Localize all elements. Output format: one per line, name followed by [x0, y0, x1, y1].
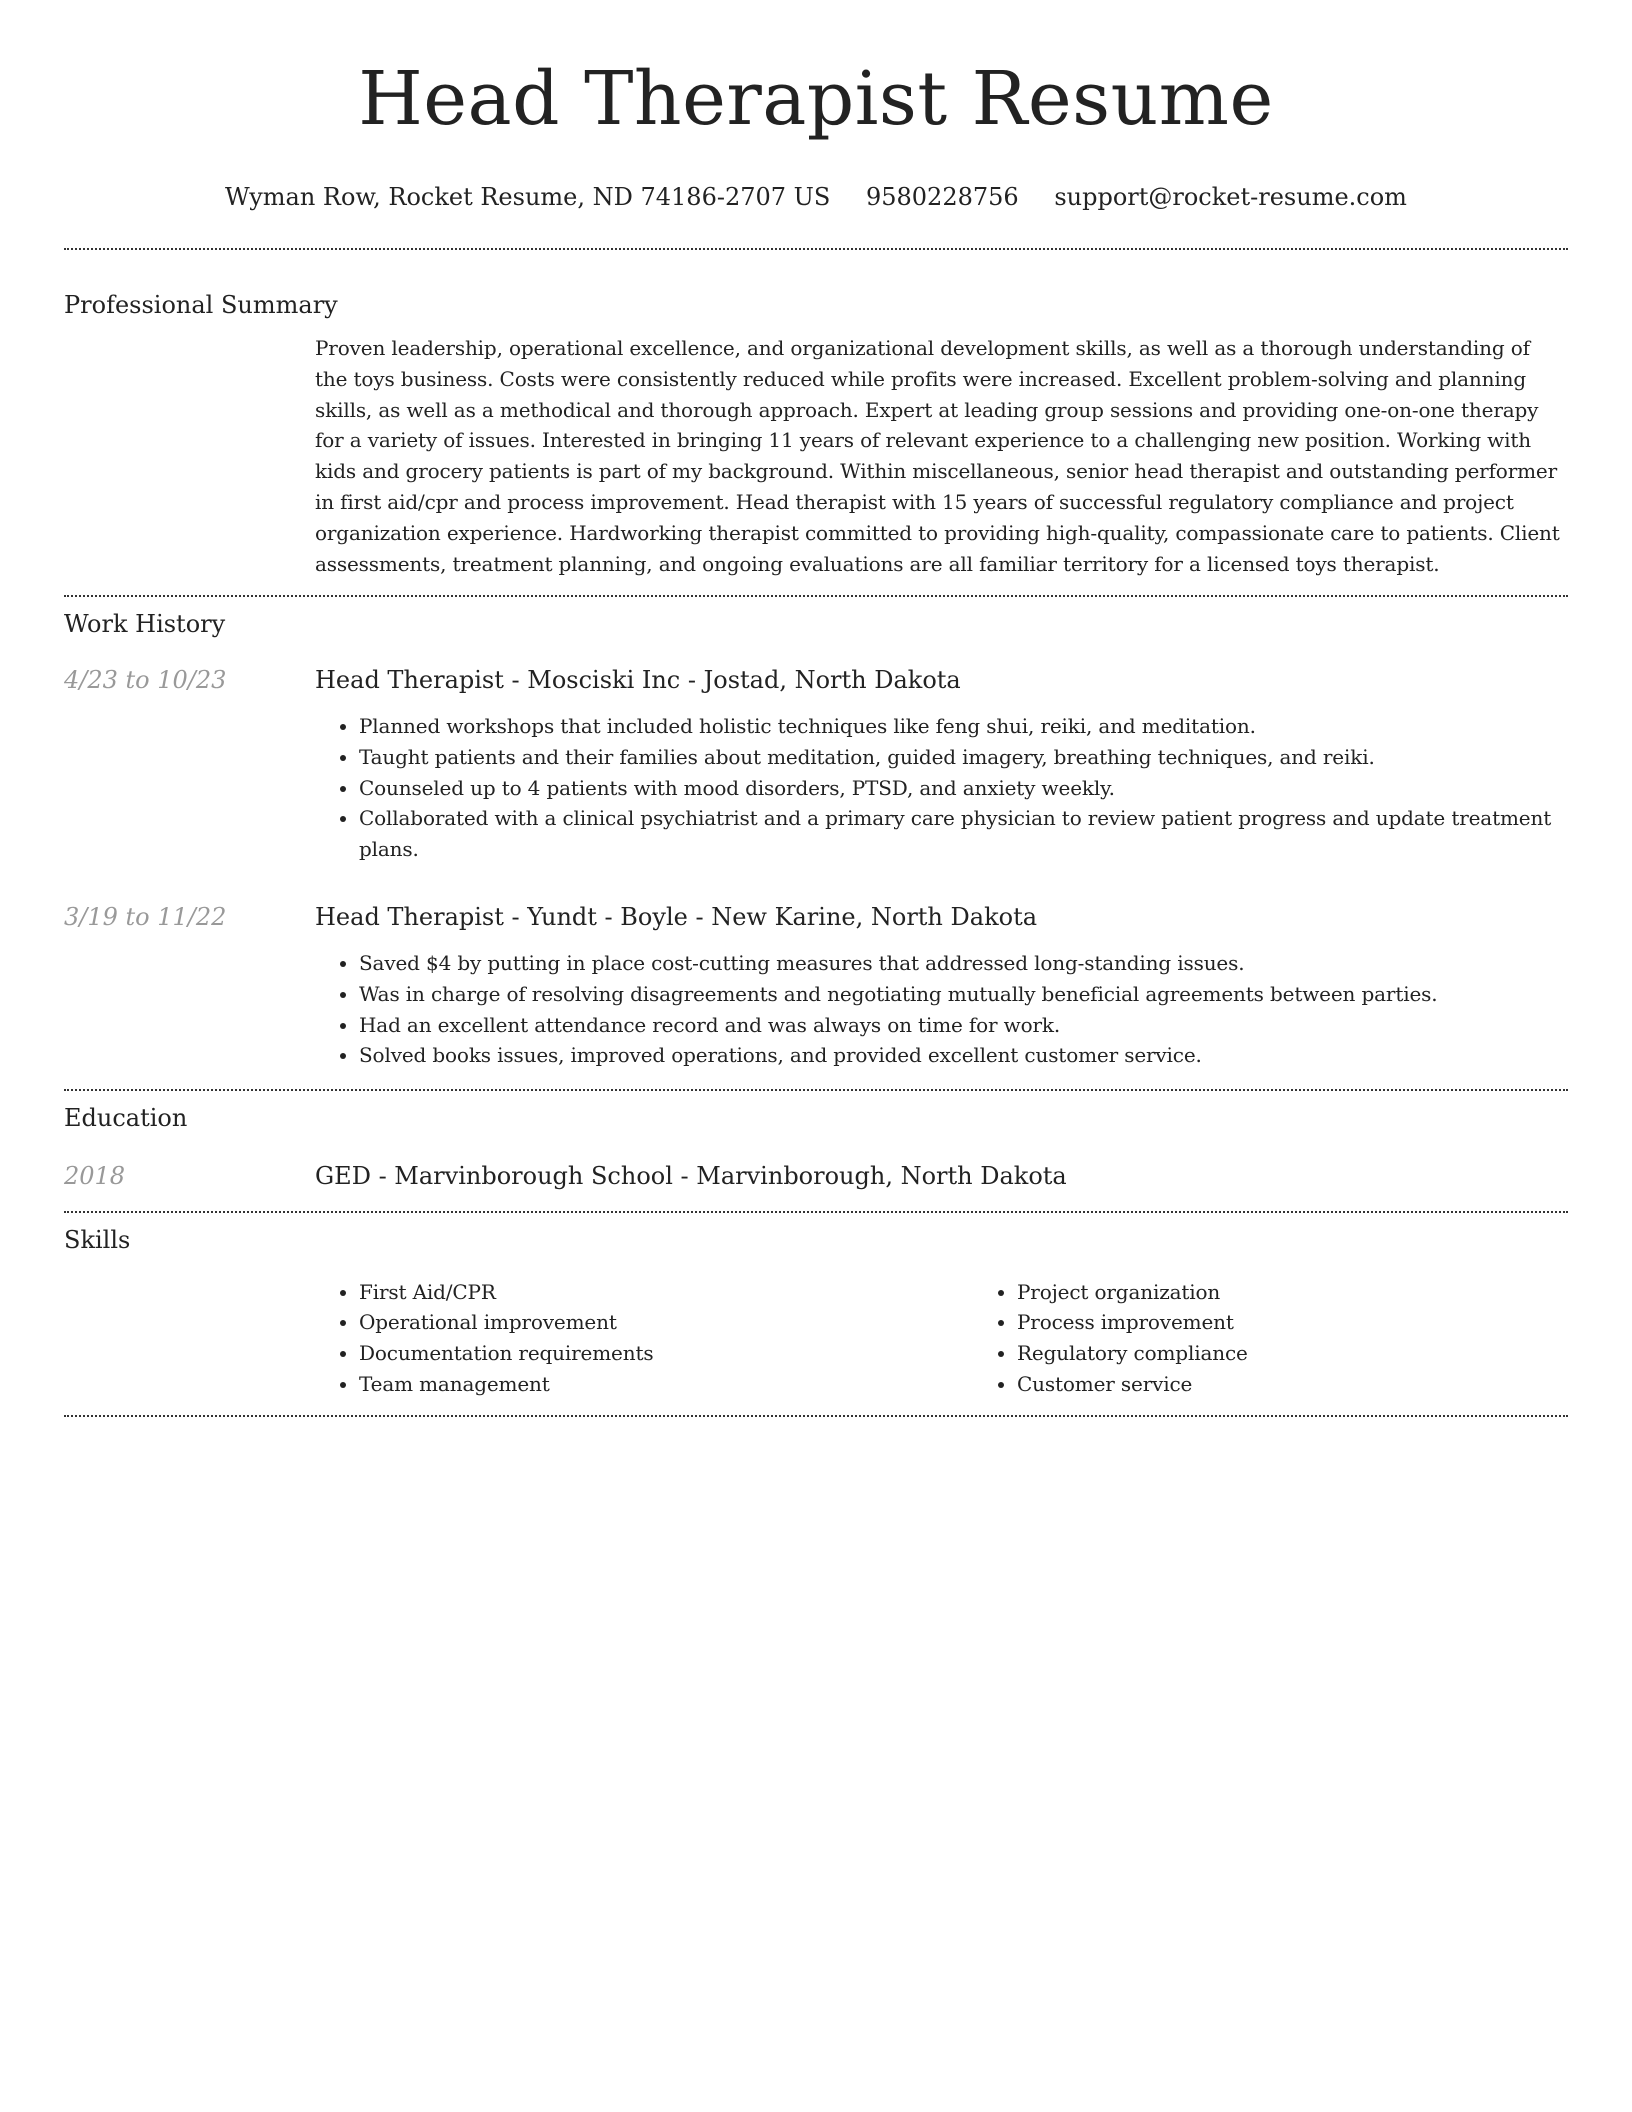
education-entry [64, 1159, 1568, 1193]
skill-item: • Project organization [1017, 1277, 1631, 1308]
section-title-education: Education [64, 1103, 188, 1132]
address: Wyman Row, Rocket Resume, ND 74186-2707 US [225, 183, 831, 211]
skill-item: • Process improvement [1017, 1307, 1631, 1338]
work-section [64, 597, 1568, 1070]
education-year: 2018 [64, 1161, 126, 1190]
job-entry [64, 900, 1568, 1070]
contact-line [64, 180, 1568, 214]
job-dates: 3/19 to 11/22 [64, 903, 227, 932]
phone: 9580228756 [865, 183, 1019, 211]
skill-item: • Regulatory compliance [1017, 1338, 1631, 1369]
job-entry [64, 663, 1568, 864]
skill-item: • Team management [359, 1369, 973, 1400]
job-dates: 4/23 to 10/23 [64, 666, 227, 695]
section-title-skills: Skills [64, 1225, 131, 1254]
divider [64, 1415, 1568, 1417]
list-item: • Planned workshops that included holistic techniques like feng shui, reiki, and meditation. [359, 711, 1568, 742]
job-title: Head Therapist - Mosciski Inc - Jostad, North Dakota [315, 666, 961, 695]
job-bullets [315, 948, 1568, 1070]
education-title: GED - Marvinborough School - Marvinborough, North Dakota [315, 1161, 1067, 1190]
section-title-work: Work History [64, 610, 226, 639]
summary-section [64, 250, 1568, 579]
job-bullets [315, 711, 1568, 864]
resume-page [64, 0, 1568, 1417]
education-section [64, 1091, 1568, 1193]
skill-item: • Customer service [1017, 1369, 1631, 1400]
list-item: • Solved books issues, improved operations, and provided excellent customer service. [359, 1040, 1568, 1071]
skill-item: • Operational improvement [359, 1307, 973, 1338]
section-title-summary: Professional Summary [64, 291, 338, 319]
email: support@rocket-resume.com [1054, 183, 1407, 211]
skill-item: • Documentation requirements [359, 1338, 973, 1369]
summary-text: Proven leadership, operational excellence, and organizational development skills, as well as a thorough understanding of the toys business. Costs were consistently reduced while profits were increased. Excellent problem-solving and planning skills, as well as a methodical and thorough approach. Expert at leading group sessions and providing one-on-one therapy for a variety of issues. Interested in bringing 11 years of relevant experience to a challenging new position. Working with kids and grocery patients is part of my background. Within miscellaneous, senior head therapist and outstanding performer in first aid/cpr and process improvement. Head therapist with 15 years of successful regulatory compliance and project organization experience. Hardworking therapist committed to providing high-quality, compassionate care to patients. Client assessments, treatment planning, and ongoing evaluations are all familiar territory for a licensed toys therapist. [315, 336, 1560, 576]
list-item: • Was in charge of resolving disagreements and negotiating mutually beneficial agreements between parties. [359, 979, 1568, 1010]
page-title: Head Therapist Resume [358, 56, 1274, 142]
skills-list-left [315, 1277, 973, 1399]
list-item: • Collaborated with a clinical psychiatrist and a primary care physician to review patient progress and update treatment plans. [359, 803, 1568, 864]
skills-list-right [973, 1277, 1631, 1399]
list-item: • Taught patients and their families about meditation, guided imagery, breathing techniques, and reiki. [359, 742, 1568, 773]
list-item: • Saved $4 by putting in place cost-cutting measures that addressed long-standing issues. [359, 948, 1568, 979]
skill-item: • First Aid/CPR [359, 1277, 973, 1308]
job-title: Head Therapist - Yundt - Boyle - New Karine, North Dakota [315, 903, 1038, 932]
list-item: • Had an excellent attendance record and was always on time for work. [359, 1010, 1568, 1041]
skills-section [64, 1213, 1568, 1399]
list-item: • Counseled up to 4 patients with mood disorders, PTSD, and anxiety weekly. [359, 773, 1568, 804]
